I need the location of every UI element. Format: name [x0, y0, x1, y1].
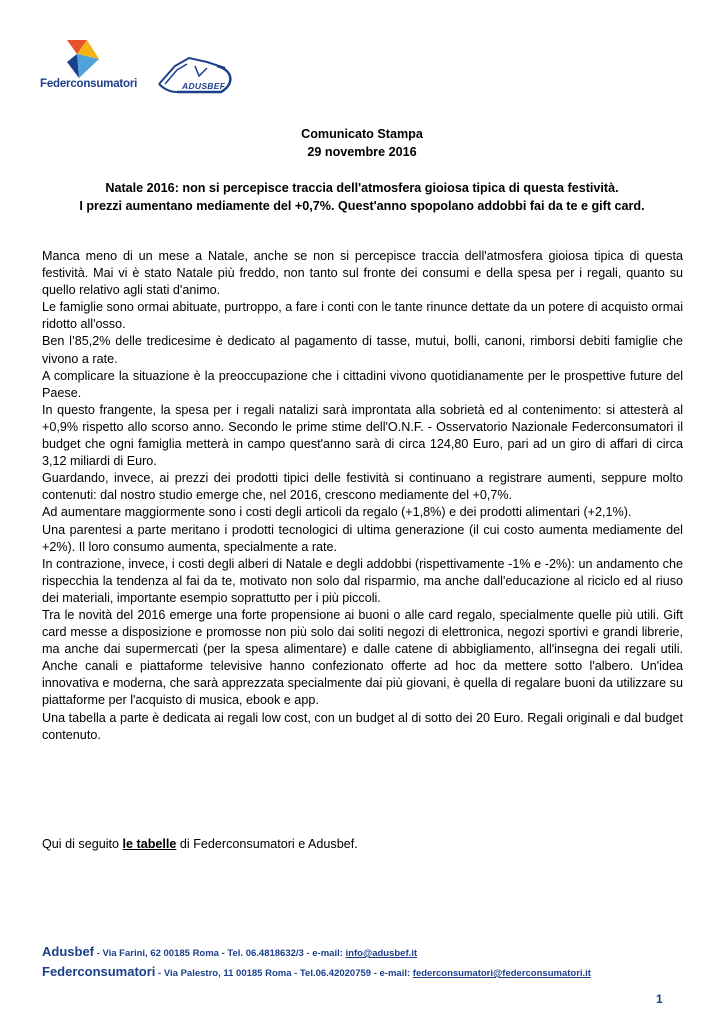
- paragraph: In questo frangente, la spesa per i regali natalizi sarà improntata alla sobrietà ed al contenimento: si attesterà al +0,9% rispetto allo scorso anno. Secondo le prime stime dell'O.N.F. - Osservatorio Nazionale Federconsumatori il budget che ogni famiglia metterà in campo quest'anno sarà di circa 124,80 Euro, pari ad un giro di affari di circa 3,12 miliardi di Euro.: [42, 402, 683, 469]
- footer-federconsumatori-email-link[interactable]: federconsumatori@federconsumatori.it: [412, 968, 591, 979]
- paragraph: Manca meno di un mese a Natale, anche se non si percepisce traccia dell'atmosfera gioiosa tipica di questa festività. Mai vi è stato Natale più freddo, non tanto sul fronte dei consumi e della spesa per i regali, quanto su quello relativo agli stati d'animo.: [42, 249, 683, 298]
- footer-adusbef-email-link[interactable]: info@adusbef.it: [345, 948, 418, 959]
- footer-federconsumatori-name: Federconsumatori: [42, 964, 156, 979]
- federconsumatori-logo: [40, 40, 138, 96]
- article-body: [42, 248, 683, 744]
- page-number: 1: [656, 992, 663, 1006]
- footer-adusbef-name: Adusbef: [42, 944, 94, 959]
- headline-line-2: I prezzi aumentano mediamente del +0,7%. Quest'anno spopolano addobbi fai da te e gift card.: [79, 199, 645, 213]
- paragraph: Ben l’85,2% delle tredicesime è dedicato al pagamento di tasse, mutui, bolli, canoni, rimborsi debiti famiglie che vivono a rate.: [42, 334, 683, 366]
- federconsumatori-mark-icon: [65, 40, 101, 78]
- adusbef-logo: [155, 54, 235, 98]
- paragraph: Ad aumentare maggiormente sono i costi degli articoli da regalo (+1,8%) e dei prodotti alimentari (+2,1%).: [42, 505, 632, 520]
- paragraph: Una parentesi a parte meritano i prodotti tecnologici di ultima generazione (il cui costo aumenta mediamente del +2%). Il loro consumo aumenta, specialmente a rate.: [42, 522, 683, 554]
- press-release-label: Comunicato Stampa: [301, 127, 423, 141]
- headline-line-1: Natale 2016: non si percepisce traccia dell'atmosfera gioiosa tipica di questa festività.: [105, 181, 619, 195]
- footer-adusbef-address: - Via Farini, 62 00185 Roma - Tel. 06.4818632/3 - e-mail:: [94, 948, 346, 959]
- footer-adusbef: [42, 944, 417, 959]
- paragraph: In contrazione, invece, i costi degli alberi di Natale e degli addobbi (rispettivamente -1% e -2%): un andamento che rispecchia la tendenza al fai da te, motivato non solo dal risparmio, ma anche dall'educazione al riciclo ed al riuso dei materiali, importante esempio soprattutto per i più piccoli.: [42, 556, 683, 605]
- federconsumatori-logo-text: Federconsumatori: [40, 78, 138, 90]
- footer-federconsumatori: [42, 964, 591, 979]
- closing-text-before: Qui di seguito: [42, 837, 123, 851]
- paragraph: Guardando, invece, ai prezzi dei prodotti tipici delle festività si continuano a registrare aumenti, seppure molto contenuti: dal nostro studio emerge che, nel 2016, crescono mediamente del +0,7%.: [42, 471, 683, 503]
- adusbef-mark-icon: [155, 54, 235, 98]
- press-release-date: 29 novembre 2016: [307, 145, 417, 159]
- paragraph: A complicare la situazione è la preoccupazione che i cittadini vivono quotidianamente per le prospettive future del Paese.: [42, 368, 683, 400]
- paragraph: Una tabella a parte è dedicata ai regali low cost, con un budget al di sotto dei 20 Euro. Regali originali e dal budget contenuto.: [42, 710, 683, 742]
- closing-text-after: di Federconsumatori e Adusbef.: [176, 837, 358, 851]
- footer-federconsumatori-address: - Via Palestro, 11 00185 Roma - Tel.06.42020759 - e-mail:: [155, 968, 413, 979]
- paragraph: Le famiglie sono ormai abituate, purtroppo, a fare i conti con le tante rinunce dettate da un potere di acquisto ormai ridotto all'osso.: [42, 300, 683, 332]
- closing-line: [42, 836, 358, 853]
- tables-link[interactable]: le tabelle: [122, 837, 177, 851]
- paragraph: Tra le novità del 2016 emerge una forte propensione ai buoni o alle card regalo, specialmente quelle più utili. Gift card messe a disposizione e promosse non più solo dai soliti negozi di elettronica, negozi sportivi e grandi librerie, ma anche dai supermercati (per la spesa alimentare) e dalle catene di abbigliamento, all'insegna dei regali utili. Anche canali e piattaforme televisive hanno confezionato offerte ad hoc da mettere sotto l'albero. Un'idea innovativa e moderna, che sarà apprezzata specialmente dai più giovani, è quella di regalare buoni da utilizzare su piattaforme per l'acquisto di musica, ebook e app.: [42, 607, 683, 708]
- adusbef-logo-text: ADUSBEF: [182, 81, 226, 91]
